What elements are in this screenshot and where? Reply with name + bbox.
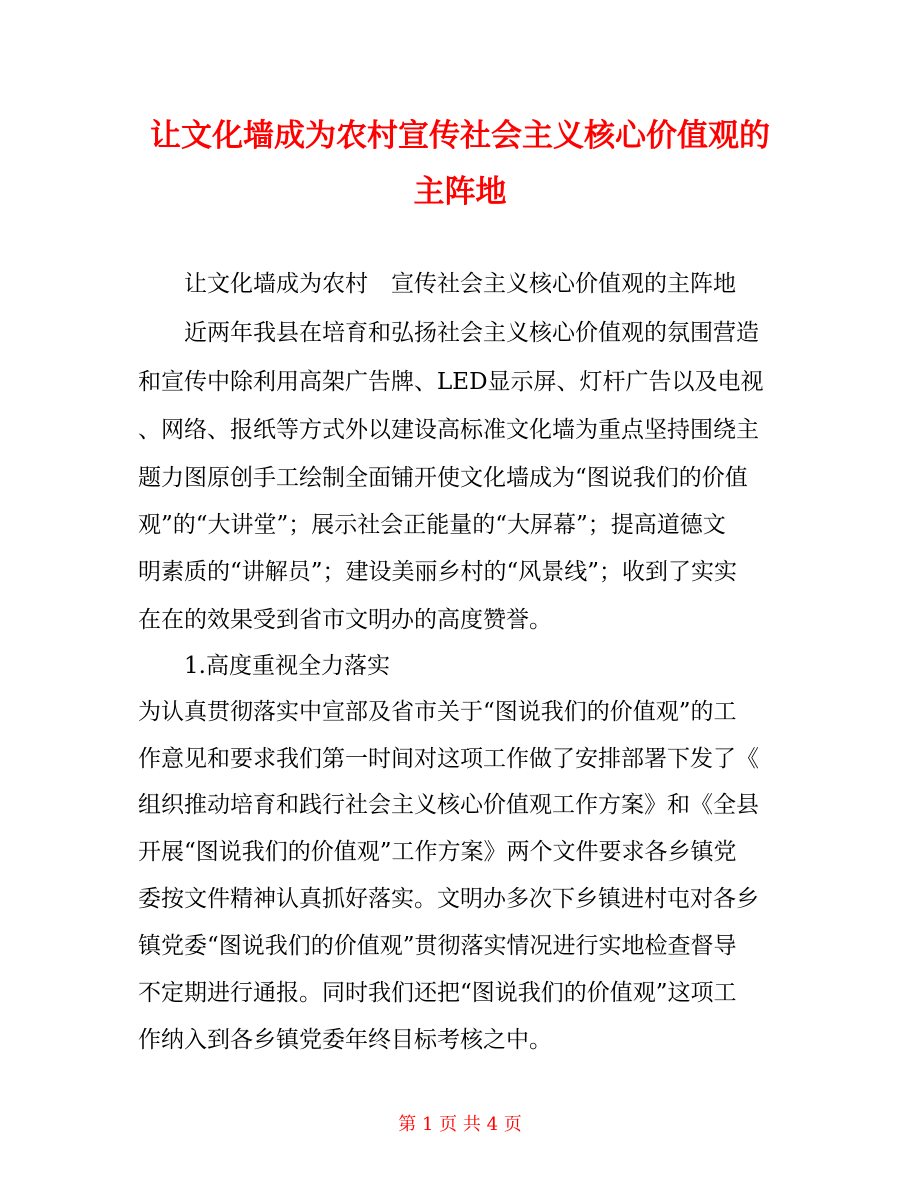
paragraph-line: 近两年我县在培育和弘扬社会主义核心价值观的氛围营造 — [184, 320, 759, 346]
paragraph-line: 为认真贯彻落实中宣部及省市关于“图说我们的价值观”的工 — [138, 699, 737, 725]
paragraph-line: 作意见和要求我们第一时间对这项工作做了安排部署下发了《 — [138, 746, 759, 772]
document-title-line-1: 让文化墙成为农村宣传社会主义核心价值观的 — [150, 118, 770, 154]
paragraph-line: 明素质的“讲解员”；建设美丽乡村的“风景线”；收到了实实 — [138, 559, 738, 585]
paragraph-line: 镇党委“图说我们的价值观”贯彻落实情况进行实地检查督导 — [138, 933, 737, 959]
section-heading: 1.高度重视全力落实 — [184, 653, 390, 679]
paragraph-line: 开展“图说我们的价值观”工作方案》两个文件要求各乡镇党 — [138, 839, 737, 865]
page-number-footer: 第 1 页 共 4 页 — [398, 1114, 522, 1135]
paragraph-line: 和宣传中除利用高架广告牌、LED显示屏、灯杆广告以及电视 — [138, 369, 764, 395]
paragraph-line: 组织推动培育和践行社会主义核心价值观工作方案》和《全县 — [138, 792, 759, 818]
paragraph-line: 作纳入到各乡镇党委年终目标考核之中。 — [138, 1027, 552, 1053]
paragraph-line: 委按文件精神认真抓好落实。文明办多次下乡镇进村屯对各乡 — [138, 886, 759, 912]
subtitle-paragraph: 让文化墙成为农村 宣传社会主义核心价值观的主阵地 — [184, 271, 736, 297]
document-title-line-2: 主阵地 — [413, 174, 507, 210]
paragraph-line: 在在的效果受到省市文明办的高度赞誉。 — [138, 607, 552, 633]
paragraph-line: 不定期进行通报。同时我们还把“图说我们的价值观”这项工 — [138, 980, 737, 1006]
paragraph-line: 、网络、报纸等方式外以建设高标准文化墙为重点坚持围绕主 — [138, 417, 759, 443]
paragraph-line: 观”的“大讲堂”；展示社会正能量的“大屏幕”；提高道德文 — [138, 512, 726, 538]
paragraph-line: 题力图原创手工绘制全面铺开使文化墙成为“图说我们的价值 — [138, 465, 748, 491]
